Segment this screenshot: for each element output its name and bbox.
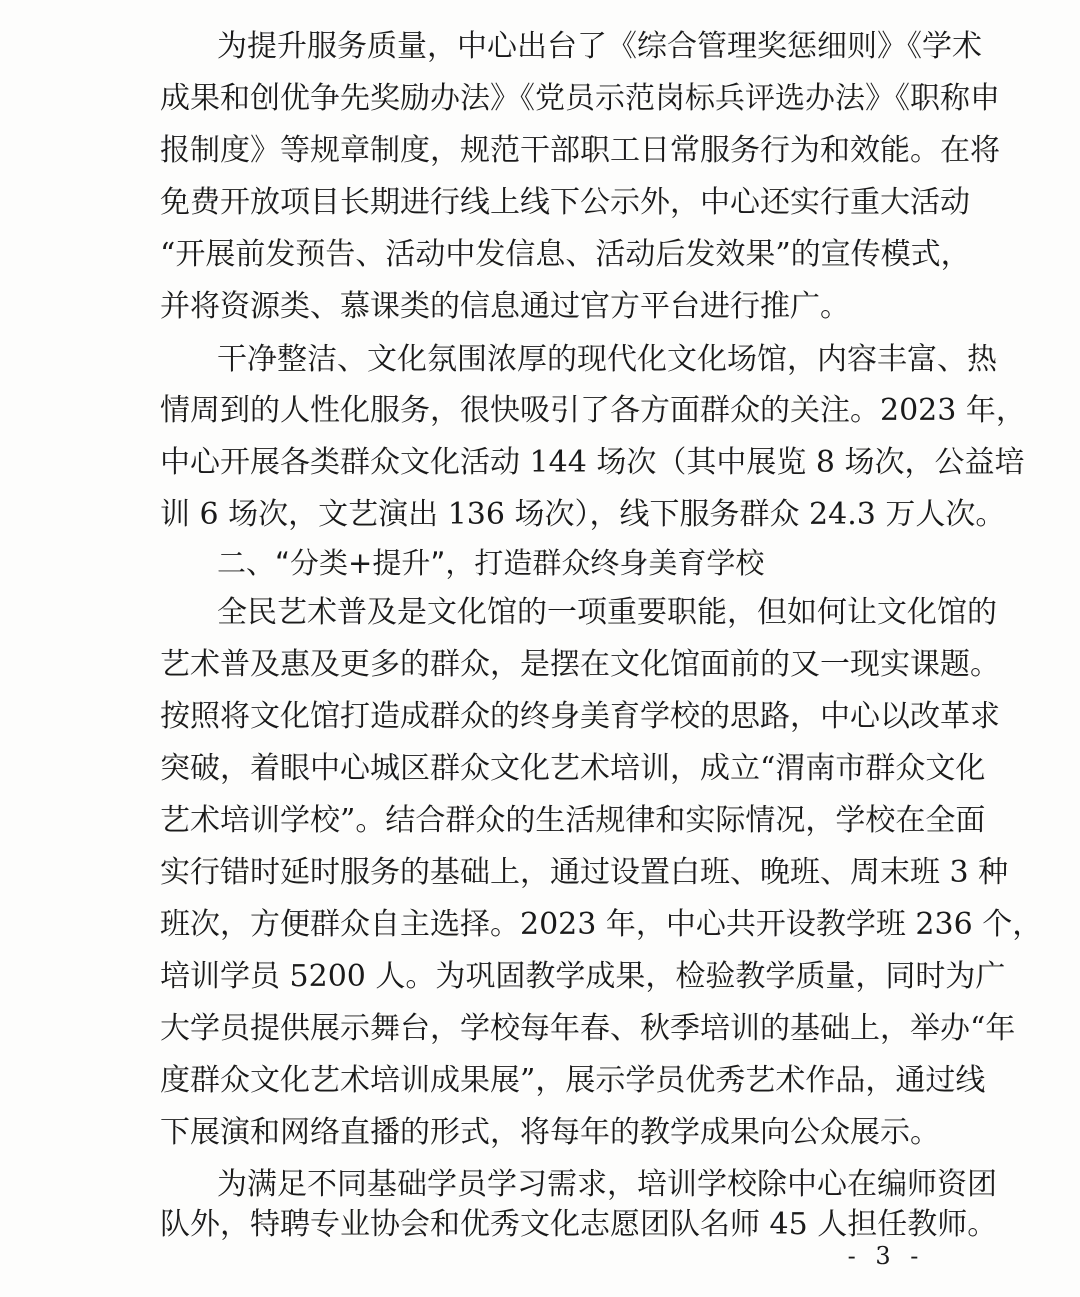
paragraph-1-line-6: 并将资源类、慕课类的信息通过官方平台进行推广。 (160, 289, 850, 324)
paragraph-3-line-9: 大学员提供展示舞台，学校每年春、秋季培训的基础上，举办“年 (160, 1011, 1016, 1046)
paragraph-2-line-3: 中心开展各类群众文化活动 144 场次（其中展览 8 场次，公益培 (160, 445, 1025, 480)
section-heading: 二、“分类+提升”，打造群众终身美育学校 (217, 546, 765, 580)
paragraph-3-line-11: 下展演和网络直播的形式，将每年的教学成果向公众展示。 (160, 1115, 940, 1150)
paragraph-3-line-4: 突破，着眼中心城区群众文化艺术培训，成立“渭南市群众文化 (160, 751, 986, 786)
paragraph-1-line-2: 成果和创优争先奖励办法》《党员示范岗标兵评选办法》《职称申 (160, 81, 1000, 116)
paragraph-3-line-6: 实行错时延时服务的基础上，通过设置白班、晚班、周末班 3 种 (160, 855, 1009, 890)
paragraph-3-line-1: 全民艺术普及是文化馆的一项重要职能，但如何让文化馆的 (217, 595, 997, 630)
page-number: - 3 - (847, 1242, 925, 1270)
paragraph-3-line-8: 培训学员 5200 人。为巩固教学成果，检验教学质量，同时为广 (160, 959, 1006, 994)
paragraph-3-line-5: 艺术培训学校”。结合群众的生活规律和实际情况，学校在全面 (160, 803, 986, 838)
paragraph-3-line-3: 按照将文化馆打造成群众的终身美育学校的思路，中心以改革求 (160, 699, 1000, 734)
paragraph-1-line-4: 免费开放项目长期进行线上线下公示外，中心还实行重大活动 (160, 185, 970, 220)
paragraph-4-line-1: 为满足不同基础学员学习需求，培训学校除中心在编师资团 (217, 1167, 997, 1202)
paragraph-2-line-2: 情周到的人性化服务，很快吸引了各方面群众的关注。2023 年， (160, 393, 1026, 428)
paragraph-3-line-7: 班次，方便群众自主选择。2023 年，中心共开设教学班 236 个， (160, 907, 1043, 942)
paragraph-1-line-3: 报制度》等规章制度，规范干部职工日常服务行为和效能。在将 (160, 133, 1000, 168)
paragraph-4-line-2: 队外，特聘专业协会和优秀文化志愿团队名师 45 人担任教师。 (160, 1207, 998, 1242)
paragraph-1-line-5: “开展前发预告、活动中发信息、活动后发效果”的宣传模式， (160, 237, 971, 272)
paragraph-2-line-4: 训 6 场次，文艺演出 136 场次），线下服务群众 24.3 万人次。 (160, 497, 1006, 532)
paragraph-2-line-1: 干净整洁、文化氛围浓厚的现代化文化场馆，内容丰富、热 (217, 342, 997, 377)
paragraph-3-line-10: 度群众文化艺术培训成果展”，展示学员优秀艺术作品，通过线 (160, 1063, 986, 1098)
paragraph-1-line-1: 为提升服务质量，中心出台了《综合管理奖惩细则》《学术 (217, 29, 982, 64)
paragraph-3-line-2: 艺术普及惠及更多的群众，是摆在文化馆面前的又一现实课题。 (160, 647, 1000, 682)
